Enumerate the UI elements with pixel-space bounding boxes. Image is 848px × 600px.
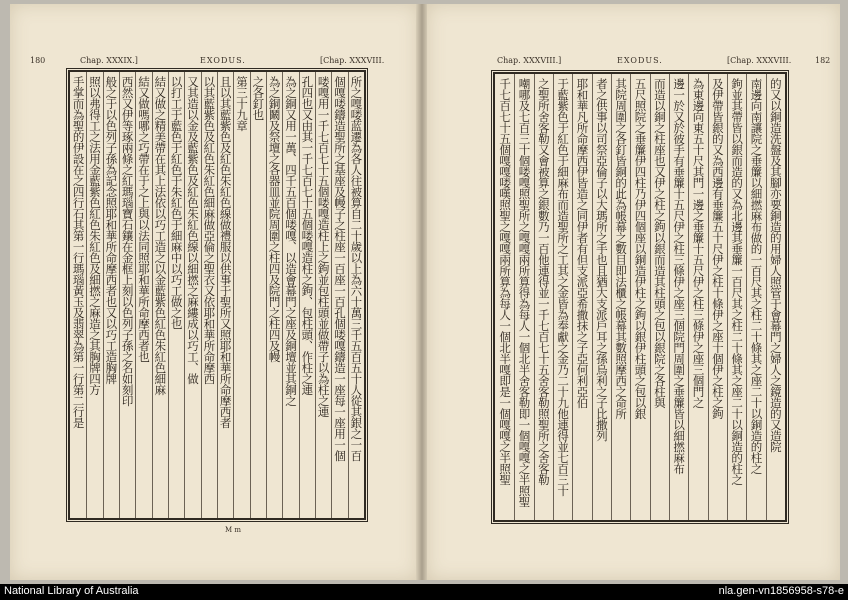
left-column-rule [168, 72, 169, 518]
right-column-rule [688, 74, 689, 520]
left-text-column: 照以弗得工之法用金藍紫色紅色朱紅色及細撚之麻造之其胸牌四方 [88, 76, 102, 395]
left-column-rule [201, 72, 202, 518]
left-text-column: 結又做嗎哪之巧帶在于之上與以法同照耶和華所命摩西者也 [137, 76, 151, 362]
left-column-rule [331, 72, 332, 518]
right-page [427, 4, 840, 580]
right-column-rule [630, 74, 631, 520]
left-text-column: 又其造以金及藍紫色及紅色朱紅色線以細撚之麻縷成以巧工、做 [186, 76, 200, 384]
left-column-rule [103, 72, 104, 518]
right-column-rule [708, 74, 709, 520]
right-column-rule [611, 74, 612, 520]
left-column-rule [348, 72, 349, 518]
left-column-rule [184, 72, 185, 518]
right-chapter-label: Chap. XXXVIII.] [497, 56, 562, 65]
right-text-column: 嘲哪及七百三十個喽嘎照聖所之嘎嘎兩所算得為每人一個北半舍客勒即一個嘎嘎之半照聖 [517, 78, 532, 507]
left-text-column: 孔四也又由其一千七百七十五個喽嘎造柱之鉤、包柱頭、作柱之連 [300, 76, 315, 395]
left-text-column: 所之嘎喽蓝遷為各人往被算自二十歲以上為六十萬三千五百五十人從其銀之一百 [349, 76, 364, 461]
left-text-column: 手掌而為聖的伊設在之四行石其第一行瑪瑙黃玉及翡翠為第一行第二行是 [71, 76, 86, 428]
left-running-title: EXODUS. [200, 56, 246, 65]
right-text-column: 之聖所舍客勒又會被算之銀數乃一百他連得並一千七百七十五舍客勒照聖所之舍客勒 [536, 78, 551, 485]
left-page-number: 180 [30, 56, 46, 65]
left-chapter-label-right: [Chap. XXXVIII. [320, 56, 385, 65]
right-text-column: 千七百七十五個嘎嘎喽嘆照聖之嘎嘎兩所算為每人一個北半嘎即是一個嘎嘎之半照聖 [498, 78, 513, 485]
right-column-rule [592, 74, 593, 520]
right-column-rule [650, 74, 651, 520]
right-page-header [497, 56, 837, 70]
right-column-rule [534, 74, 535, 520]
left-column-rule [217, 72, 218, 518]
left-text-column: 為之銅鬫及祭壇之各器皿並院周圍之柱四及院門之柱四及幔 [267, 76, 282, 362]
right-column-rule [669, 74, 670, 520]
left-text-column: 結又做之精美帶在其上法依以巧工造之以金藍紫色紅色朱紅色細麻 [153, 76, 168, 395]
right-text-column: 者之供事以司祭亞倫子以大瑪所之手也且猶大支派戶耳之孫烏利之子比撒列 [594, 78, 609, 441]
left-text-column: 為之銅又用一萬、四千五百個喽嘎、以造會幕門之座及銅壇並其銅之 [284, 76, 298, 406]
left-column-rule [86, 72, 87, 518]
right-text-column: 五尺照院之垂簾伊四柱乃伊四個座以銅造伊柱之鉤以銀伊柱頭之包以銀 [633, 78, 648, 419]
right-text-column: 邊一於又於彼手有垂簾十五尺伊之柱三條伊之座三個院門周圍之垂簾皆以細撚麻布 [672, 78, 687, 474]
left-text-column: 以其藍紫色及紅色朱紅色細麻做亞倫之聖衣又依耶和華所命摩西 [202, 76, 217, 384]
left-column-rule [266, 72, 267, 518]
right-column-rule [572, 74, 573, 520]
left-chapter-label: Chap. XXXIX.] [80, 56, 138, 65]
left-page [10, 4, 418, 580]
item-identifier: nla.gen-vn1856958-s78-e [718, 585, 844, 597]
left-column-rule [250, 72, 251, 518]
right-text-frame [493, 72, 787, 522]
left-text-column: 以打工于藍色于紅色于朱紅色于細麻中以巧工做之也 [169, 76, 184, 329]
right-column-rule [746, 74, 747, 520]
left-text-column: 第三十九章 [235, 76, 249, 131]
right-column-rule [514, 74, 515, 520]
right-page-number: 182 [815, 56, 831, 65]
left-text-column: 且以其藍紫色及紅色朱紅色線做禮服以供事于聖所又照耶和華所命摩西者 [218, 76, 233, 428]
left-signature-mark: M m [225, 526, 242, 534]
right-column-rule [553, 74, 554, 520]
library-footer-bar [0, 584, 848, 600]
left-text-column: 般之于以色列子孫為記念照耶和華所命摩西者也又以巧工造胸牌 [104, 76, 119, 384]
right-text-column: 鉤並其帶皆以銀而造的又為北邊其垂簾一百尺其之柱二十條其之座二十以銅造的柱之 [730, 78, 745, 485]
left-column-rule [233, 72, 234, 518]
left-text-column: 西然又伊等琢兩條之紅瑪瑙寶石鑲在金框上刻以色列子孫之名如刻印 [120, 76, 135, 406]
left-column-rule [282, 72, 283, 518]
left-column-rule [152, 72, 153, 518]
right-text-column: 南邊向南讓院之垂簾以細撚麻布做的一百尺其之柱二十條其之座二十以銅造的柱之 [749, 78, 764, 474]
right-column-rule [766, 74, 767, 520]
right-text-column: 其院周圍之各釘皆銅的此為帳幕之數目即法櫃之帳幕其數照摩西之命所 [614, 78, 629, 419]
right-running-title: EXODUS. [617, 56, 663, 65]
left-text-frame [68, 70, 366, 520]
left-text-column: 個嘎喽鑄造聖所之基座及幔子之柱座一百座一百孔個喽嘎鑄造一座每一座用一個 [333, 76, 347, 461]
left-text-column: 之各釘也 [251, 76, 266, 120]
right-text-column: 的又以銅造洗盤及其腳亦要銅造的用婦人照管于會幕門之婦人之鏡造的又造院 [768, 78, 783, 452]
right-text-column: 為東邊向東五十尺其門一邊之垂簾十五尺伊之柱三條伊之座三個門之 [691, 78, 706, 408]
left-column-rule [135, 72, 136, 518]
library-credit: National Library of Australia [4, 585, 139, 597]
right-chapter-label-right: [Chap. XXXVIII. [727, 56, 792, 65]
left-text-column: 喽嘎用一千七百七十五個喽嘎造柱上之鉤並包柱頭並做帶子以為柱之連 [316, 76, 331, 417]
left-column-rule [299, 72, 300, 518]
left-column-rule [315, 72, 316, 518]
right-text-column: 于藍紫色于紅色于細麻布而造聖所之工其之金皆為奉獻之金乃二十九他連得並七百三十 [556, 78, 571, 496]
right-text-column: 而造以銅之柱座也又伊之柱之鉤以銀而造其柱頭之包以銀院之各柱與 [652, 78, 667, 408]
left-page-header [30, 56, 410, 70]
left-column-rule [119, 72, 120, 518]
right-column-rule [727, 74, 728, 520]
right-text-column: 及伊帶皆銀的又為西邊有垂簾五十尺伊之柱十條伊之座十個伊之柱之鉤 [710, 78, 725, 419]
right-text-column: 耶和華凡所命摩西伊皆造之同伊者有但支派亞希撒抹之子亞何利亞伯 [575, 78, 590, 408]
